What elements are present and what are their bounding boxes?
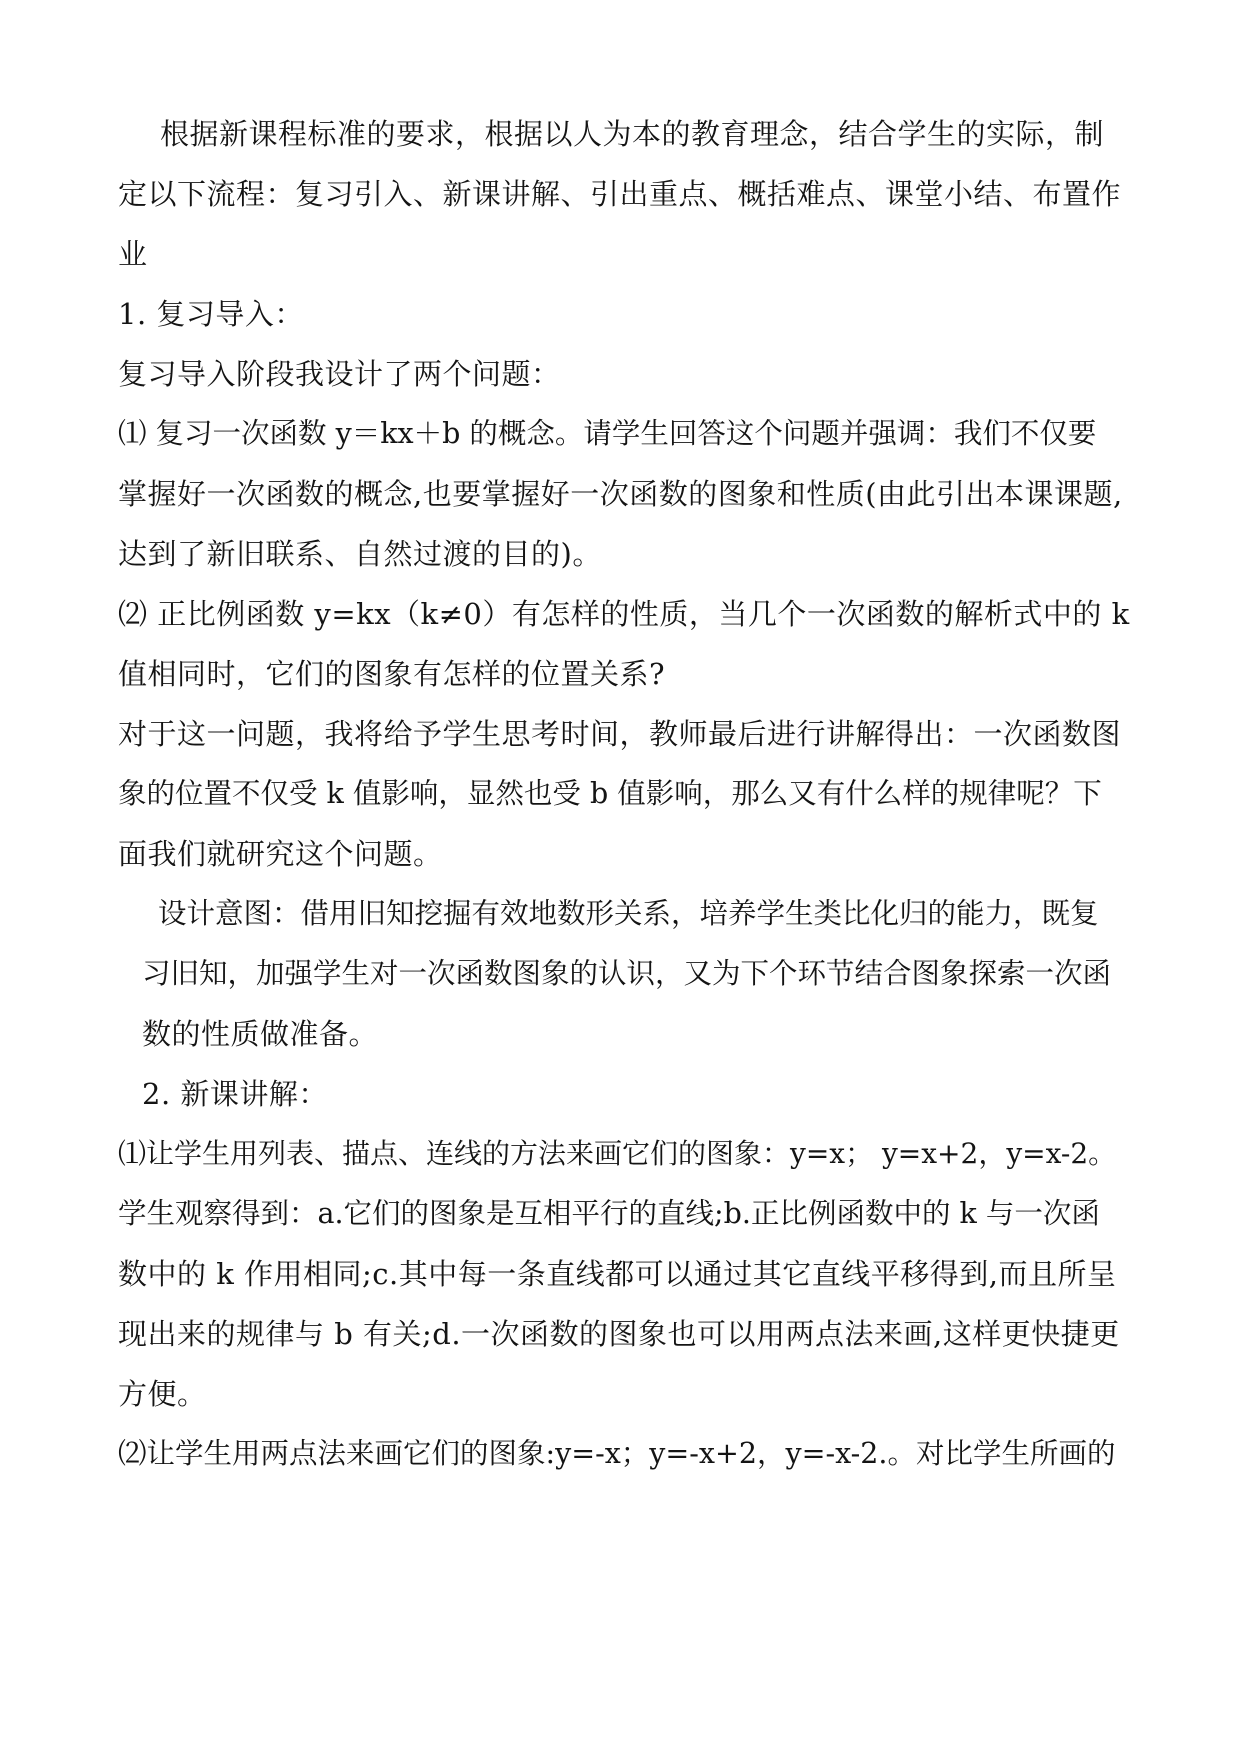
observation-line-1: 学生观察得到：a.它们的图象是互相平行的直线;b.正比例函数中的 k 与一次函 [118,1197,1100,1230]
observation-line-3: 现出来的规律与 b 有关;d.一次函数的图象也可以用两点法来画,这样更快捷更 [118,1317,1120,1351]
paragraph-line-3: 业 [118,237,148,271]
observation-line-2: 数中的 k 作用相同;c.其中每一条直线都可以通过其它直线平移得到,而且所呈 [118,1257,1117,1291]
new-lesson-step-2: ⑵让学生用两点法来画它们的图象:y=-x；y=-x+2，y=-x-2.。对比学生所画的 [118,1437,1116,1470]
answer-line-3: 面我们就研究这个问题。 [118,837,443,871]
new-lesson-step-1: ⑴让学生用列表、描点、连线的方法来画它们的图象：y=x； y=x+2，y=x-2。 [118,1137,1117,1170]
design-intent-line-3: 数的性质做准备。 [142,1017,379,1051]
paragraph-line-5: 复习导入阶段我设计了两个问题： [118,357,561,391]
section-heading-new-lesson: 2. 新课讲解： [142,1077,328,1111]
question-2-line-1: ⑵ 正比例函数 y=kx（k≠0）有怎样的性质，当几个一次函数的解析式中的 k [118,597,1130,631]
paragraph-line-1: 根据新课程标准的要求，根据以人为本的教育理念，结合学生的实际，制 [160,117,1105,151]
section-heading-review: 1. 复习导入： [118,297,304,331]
question-1-line-3: 达到了新旧联系、自然过渡的目的)。 [118,537,602,571]
question-1-line-1: ⑴ 复习一次函数 y＝kx＋b 的概念。请学生回答这个问题并强调：我们不仅要 [118,417,1097,450]
paragraph-line-2: 定以下流程：复习引入、新课讲解、引出重点、概括难点、课堂小结、布置作 [118,177,1122,211]
design-intent-line-1: 设计意图：借用旧知挖掘有效地数形关系，培养学生类比化归的能力，既复 [158,897,1099,930]
design-intent-line-2: 习旧知，加强学生对一次函数图象的认识，又为下个环节结合图象探索一次函 [142,957,1112,990]
question-2-line-2: 值相同时，它们的图象有怎样的位置关系? [118,657,666,691]
answer-line-1: 对于这一问题，我将给予学生思考时间，教师最后进行讲解得出：一次函数图 [118,717,1122,751]
observation-line-4: 方便。 [118,1377,207,1411]
question-1-line-2: 掌握好一次函数的概念,也要掌握好一次函数的图象和性质(由此引出本课课题, [118,477,1123,511]
answer-line-2: 象的位置不仅受 k 值影响，显然也受 b 值影响，那么又有什么样的规律呢？下 [118,777,1102,810]
